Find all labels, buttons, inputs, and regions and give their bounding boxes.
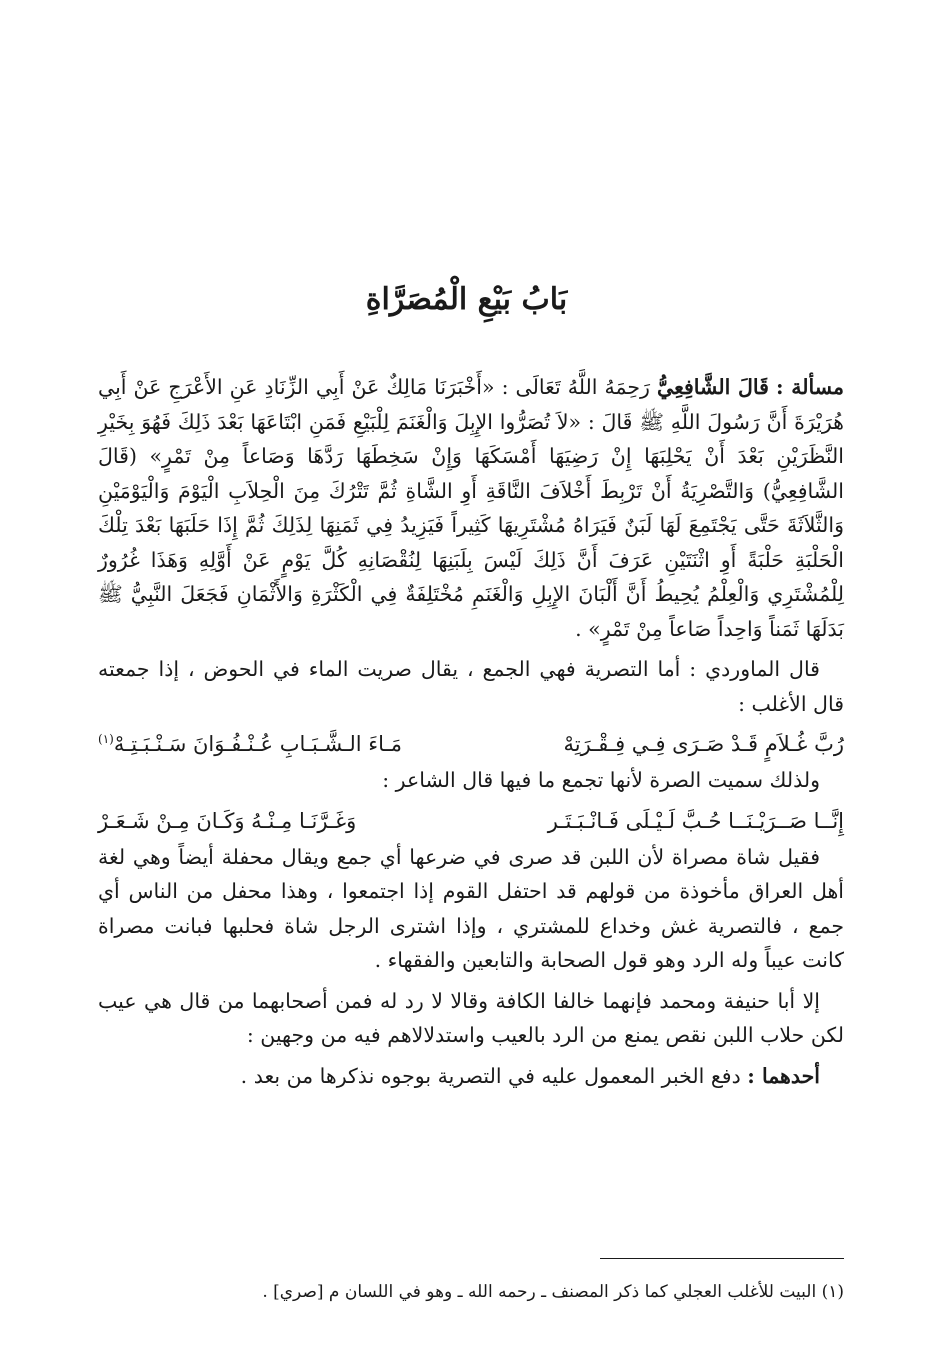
- masala-text: رَحِمَهُ اللَّهُ تَعَالَى : «أَخْبَرَنَا مَالِكٌ عَنْ أَبِي الزِّنَادِ عَنِ الأَعْرَجِ عَنْ أَبِي هُرَيْرَةَ أَنَّ رَسُولَ اللَّهِ ﷺ قَالَ : «لاَ تُصَرُّوا الإِبِلَ وَالْغَنَمَ لِلْبَيْعِ فَمَنِ ابْتَاعَهَا بَعْدَ ذَلِكَ فَهُوَ بِخَيْرِ النَّظَرَيْنِ بَعْدَ أَنْ يَحْلِبَهَا إِنْ رَضِيَهَا أَمْسَكَهَا وَإِنْ سَخِطَهَا رَدَّهَا وَصَاعاً مِنْ تَمْرٍ» (قَالَ الشَّافِعِيُّ) وَالتَّصْرِيَةُ أَنْ تَرْبِطَ أَخْلاَفَ النَّاقَةِ أَوِ الشَّاةِ ثُمَّ تَتْرُكَ مِنَ الْحِلاَبِ الْيَوْمَ وَالْيَوْمَيْنِ وَالثَّلاَثَةَ حَتَّى يَجْتَمِعَ لَهَا لَبَنٌ فَيَرَاهُ مُشْتَرِيهَا كَثِيراً فَيَزِيدُ فِي ثَمَنِهَا لِذَلِكَ ثُمَّ إِذَا حَلَبَهَا بَعْدَ تِلْكَ الْحَلْبَةِ حَلْبَةً أَوِ اثْنَتَيْنِ عَرَفَ أَنَّ ذَلِكَ لَيْسَ بِلَبَنِهَا لِنُقْصَانِهِ كُلَّ يَوْمٍ عَنْ أَوَّلِهِ وَهَذَا غُرُورٌ لِلْمُشْتَرِي وَالْعِلْمُ يُحِيطُ أَنَّ أَلْبَانَ الإِبِلِ وَالْغَنَمِ مُخْتَلِفَةٌ فِي الْكَثْرَةِ وَالأَثْمَانِ فَجَعَلَ النَّبِيُّ ﷺ بَدَلَهَا ثَمَناً وَاحِداً صَاعاً مِنْ تَمْرٍ» .: [98, 375, 845, 641]
- verse-2: [98, 802, 844, 840]
- first-reason-text: دفع الخبر المعمول عليه في التصرية بوجوه نذكرها من بعد .: [240, 1063, 741, 1088]
- main-text: [98, 370, 844, 1093]
- masala-speaker: قَالَ الشَّافِعِيُّ: [657, 375, 769, 399]
- paragraph-shat: فقيل شاة مصراة لأن اللبن قد صرى في ضرعها أي جمع ويقال محفلة أيضاً وهي لغة أهل العراق مأخوذة من قولهم قد احتفل القوم إذا اجتمعوا ، وهذا محفل من الناس أي جمع ، فالتصرية غش وخداع للمشتري ، وإذا اشترى الرجل شاة فحلبها فبانت مصراة كانت عيباً وله الرد وهو قول الصحابة والتابعين والفقهاء .: [98, 844, 844, 972]
- verse-1-second-hemistich: [98, 725, 402, 763]
- verse-2-second-hemistich: وَغَـرَّنَـا مِـنْـهُ وَكَـانَ مِـنْ شَـعَـرْ: [98, 808, 357, 833]
- masala-label: مسألة :: [775, 375, 844, 399]
- masala-paragraph: [98, 370, 844, 646]
- first-reason-paragraph: [98, 1059, 844, 1094]
- paragraph-hanifa: إلا أبا حنيفة ومحمد فإنهما خالفا الكافة وقالا لا رد له فمن أصحابهما من قال هي عيب لكن حلاب اللبن نقص يمنع من الرد بالعيب واستدلالاهم فيه من وجهين :: [98, 988, 844, 1047]
- verse-2-first-hemistich: إِنَّــا صَــرَيْـنَــا حُـبَّ لَـيْـلَى فَـانْـبَـتَـر: [547, 808, 844, 833]
- verse-1-first-hemistich: رُبَّ غُـلاَمٍ قَـدْ صَـرَى فِـي فِـقْـرَتِهْ: [563, 732, 844, 756]
- footnote-divider: [600, 1258, 844, 1259]
- chapter-title: بَابُ بَيْعِ الْمُصَرَّاةِ: [365, 282, 568, 317]
- paragraph-poet: ولذلك سميت الصرة لأنها تجمع ما فيها قال الشاعر :: [382, 768, 820, 792]
- footnote-reference: (١): [98, 732, 114, 746]
- first-reason-label: أحدهما :: [747, 1063, 820, 1088]
- verse-1-second-text: مَـاءَ الـشَّـبَـابِ عُـنْـفُـوَانَ سَـنْـبَـتِـهْ: [113, 732, 402, 756]
- paragraph-mawardi: قال الماوردي : أما التصرية فهي الجمع ، يقال صريت الماء في الحوض ، إذا جمعته قال الأغلب :: [98, 657, 844, 716]
- verse-1: [98, 725, 844, 763]
- footnote: (١) البيت للأغلب العجلي كما ذكر المصنف ـ رحمه الله ـ وهو في اللسان م [صري] .: [262, 1282, 844, 1302]
